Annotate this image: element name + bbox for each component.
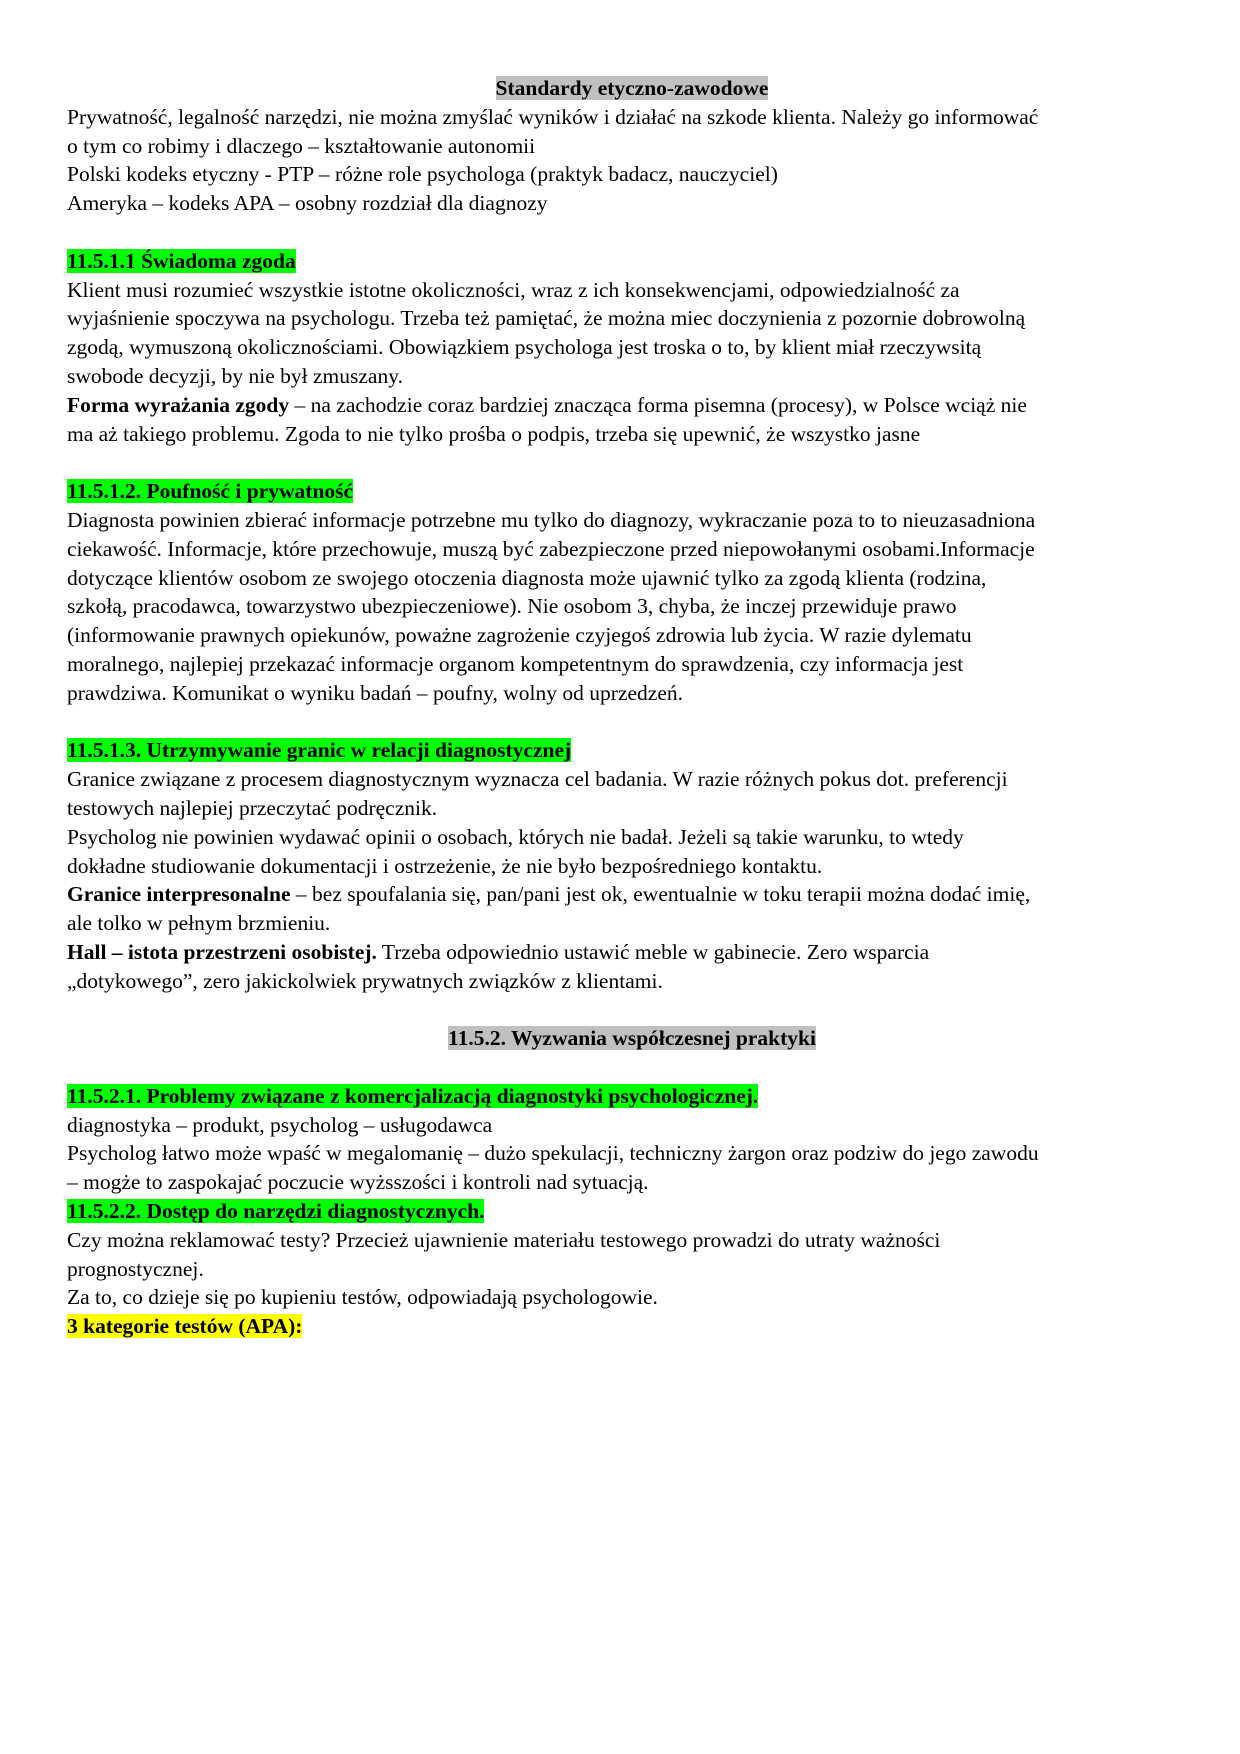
paragraph-line: Granice związane z procesem diagnostycznym wyznacza cel badania. W razie różnych pokus dot. preferencji: [67, 767, 1008, 792]
paragraph-line: dokładne studiowanie dokumentacji i ostrzeżenie, że nie było bezpośredniego kontaktu.: [67, 853, 823, 878]
paragraph-line: [67, 391, 1197, 420]
section-heading-confidentiality: 11.5.1.2. Poufność i prywatność: [67, 479, 354, 504]
section-heading-line: [67, 477, 1197, 506]
paragraph-line: ale tolko w pełnym brzmieniu.: [67, 911, 331, 936]
paragraph-line: Psycholog łatwo może wpaść w megalomanię – dużo spekulacji, techniczny żargon oraz podziw do jego zawodu: [67, 1141, 1039, 1166]
paragraph-line: [67, 938, 1197, 967]
paragraph-line: – mogże to zaspokajać poczucie wyżsszości i kontroli nad sytuacją.: [67, 1170, 649, 1195]
spacer: [67, 448, 1197, 477]
spacer: [67, 996, 1197, 1025]
section-heading-challenges: 11.5.2. Wyzwania współczesnej praktyki: [448, 1026, 816, 1051]
bold-term: Granice interpresonalne: [67, 882, 291, 907]
paragraph-line: zgodą, wymuszoną okolicznościami. Obowiązkiem psychologa jest troska o to, by klient miał rzeczywsitą: [67, 335, 982, 360]
paragraph-line: Psycholog nie powinien wydawać opinii o osobach, których nie badał. Jeżeli są takie warunku, to wtedy: [67, 824, 964, 849]
paragraph-line: swobode decyzji, by nie był zmuszany.: [67, 363, 403, 388]
paragraph-line: testowych najlepiej przeczytać podręcznik.: [67, 795, 438, 820]
section-heading-line: [67, 1312, 1197, 1341]
paragraph-line: wyjaśnienie spoczywa na psychologu. Trzeba też pamiętać, że można miec doczynienia z pozornie dobrowolną: [67, 306, 1026, 331]
paragraph-line: szkołą, pracodawca, towarzystwo ubezpieczeniowe). Nie osobom 3, chyba, że inczej przewiduje prawo: [67, 594, 957, 619]
paragraph-line: moralnego, najlepiej przekazać informacje organom kompetentnym do sprawdzenia, czy informacja jest: [67, 651, 964, 676]
section-heading-tool-access: 11.5.2.2. Dostęp do narzędzi diagnostycznych.: [67, 1199, 485, 1224]
paragraph-line: Klient musi rozumieć wszystkie istotne okoliczności, wraz z ich konsekwencjami, odpowiedzialność za: [67, 277, 960, 302]
section-heading-commercialization: 11.5.2.1. Problemy związane z komercjalizacją diagnostyki psychologicznej.: [67, 1083, 759, 1108]
paragraph-text: – bez spoufalania się, pan/pani jest ok, ewentualnie w toku terapii można dodać imię,: [290, 882, 1031, 907]
bold-term: Hall – istota przestrzeni osobistej.: [67, 939, 377, 964]
paragraph-line: dotyczące klientów osobom ze swojego otoczenia diagnosta może ujawnić tylko za zgodą klienta (rodzina,: [67, 565, 987, 590]
section-heading-line: [67, 736, 1197, 765]
paragraph-line: diagnostyka – produkt, psycholog – usługodawca: [67, 1112, 493, 1137]
section-heading-line: [67, 1082, 1197, 1111]
paragraph-text: – na zachodzie coraz bardziej znacząca forma pisemna (procesy), w Polsce wciąż nie: [289, 392, 1027, 417]
bold-term: Forma wyrażania zgody: [67, 392, 290, 417]
section-heading-boundaries: 11.5.1.3. Utrzymywanie granic w relacji diagnostycznej: [67, 738, 572, 763]
section-heading-line: [67, 1197, 1197, 1226]
intro-line: Ameryka – kodeks APA – osobny rozdział dla diagnozy: [67, 191, 548, 216]
section-heading-line: [67, 247, 1197, 276]
paragraph-line: [67, 880, 1197, 909]
paragraph-line: Za to, co dzieje się po kupieniu testów, odpowiadają psychologowie.: [67, 1285, 658, 1310]
intro-line: Prywatność, legalność narzędzi, nie można zmyślać wyników i działać na szkode klienta. Należy go informować: [67, 104, 1039, 129]
document-title: Standardy etyczno-zawodowe: [495, 76, 769, 100]
paragraph-line: prawdziwa. Komunikat o wyniku badań – poufny, wolny od uprzedzeń.: [67, 680, 683, 705]
paragraph-line: (informowanie prawnych opiekunów, poważne zagrożenie czyjegoś zdrowia lub życia. W razie dylematu: [67, 623, 972, 648]
spacer: [67, 1053, 1197, 1082]
spacer: [67, 218, 1197, 247]
test-categories-heading: 3 kategorie testów (APA):: [67, 1314, 303, 1339]
paragraph-line: „dotykowego”, zero jakickolwiek prywatnych związków z klientami.: [67, 968, 663, 993]
paragraph-line: ma aż takiego problemu. Zgoda to nie tylko prośba o podpis, trzeba się upewnić, że wszystko jasne: [67, 421, 921, 446]
paragraph-line: Czy można reklamować testy? Przecież ujawnienie materiału testowego prowadzi do utraty ważności: [67, 1227, 941, 1252]
spacer: [67, 708, 1197, 737]
intro-line: Polski kodeks etyczny - PTP – różne role psychologa (praktyk badacz, nauczyciel): [67, 162, 778, 187]
paragraph-text: Trzeba odpowiednio ustawić meble w gabinecie. Zero wsparcia: [376, 939, 930, 964]
document-body: [67, 74, 1197, 1341]
paragraph-line: prognostycznej.: [67, 1256, 204, 1281]
intro-line: o tym co robimy i dlaczego – kształtowanie autonomii: [67, 133, 536, 158]
paragraph-line: Diagnosta powinien zbierać informacje potrzebne mu tylko do diagnozy, wykraczanie poza to to nieuzasadniona: [67, 507, 1036, 532]
paragraph-line: ciekawość. Informacje, które przechowuje, muszą być zabezpieczone przed niepowołanymi osobami.Informacje: [67, 536, 1035, 561]
section-heading-informed-consent: 11.5.1.1 Świadoma zgoda: [67, 248, 296, 273]
section-heading-line: [67, 1024, 1197, 1053]
document-title-line: [67, 74, 1197, 103]
